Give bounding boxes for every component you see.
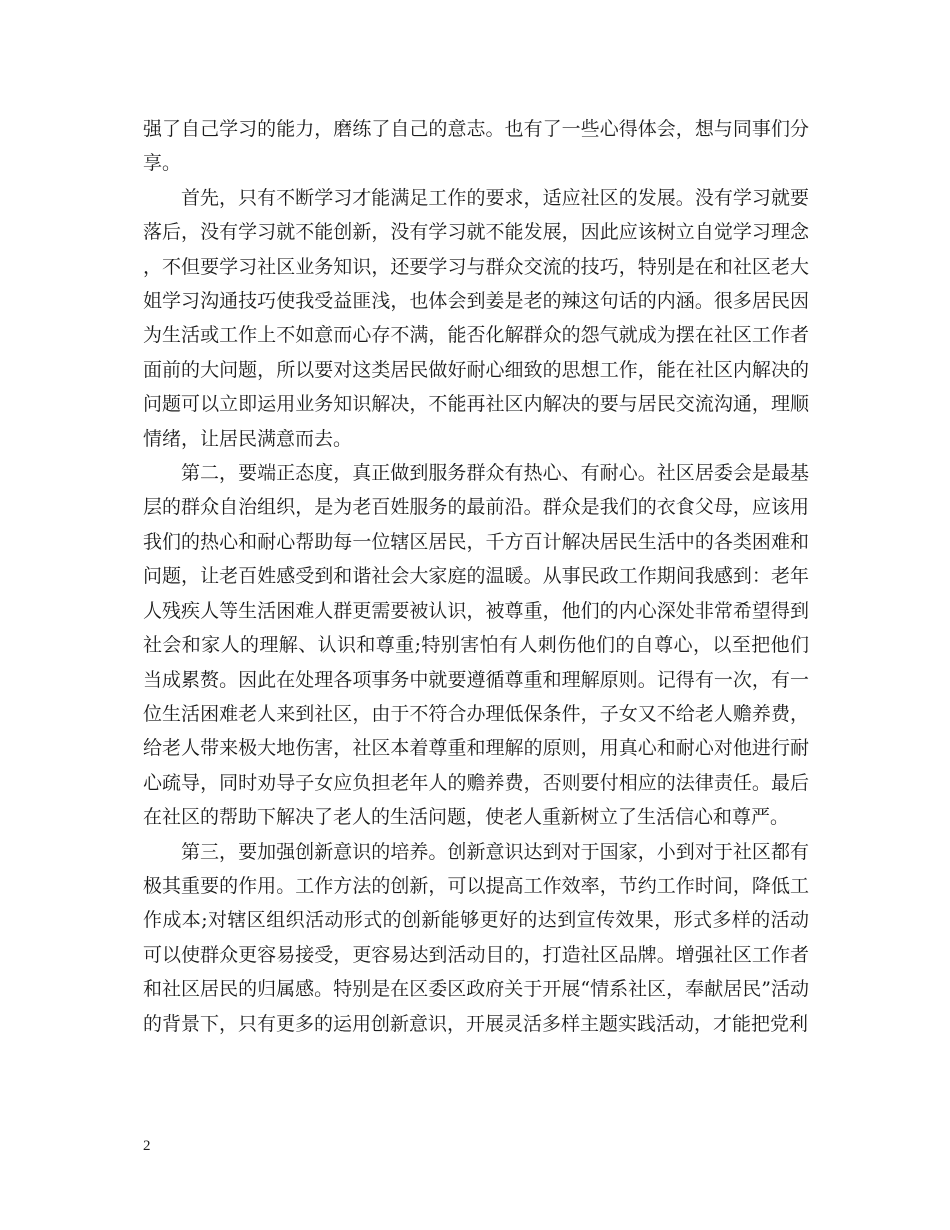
paragraph-continuation: 强了自己学习的能力，磨练了自己的意志。也有了一些心得体会，想与同事们分享。 bbox=[143, 118, 809, 175]
paragraph-third-point: 第三，要加强创新意识的培养。创新意识达到对于国家，小到对于社区都有极其重要的作用。工作方法的创新，可以提高工作效率，节约工作时间，降低工作成本;对辖区组织活动形式的创新能够更好的达到宣传效果，形式多样的活动可以使群众更容易接受，更容易达到活动目的，打造社区品牌。增强社区工作者和社区居民的归属感。特别是在区委区政府关于开展“情系社区，奉献居民”活动的背景下，只有更多的运用创新意识，开展灵活多样主题实践活动，才能把党利 bbox=[143, 840, 809, 1035]
paragraph-second-point: 第二，要端正态度，真正做到服务群众有热心、有耐心。社区居委会是最基层的群众自治组织，是为老百姓服务的最前沿。群众是我们的衣食父母，应该用我们的热心和耐心帮助每一位辖区居民，千方百计解决居民生活中的各类困难和问题，让老百姓感受到和谐社会大家庭的温暖。从事民政工作期间我感到：老年人残疾人等生活困难人群更需要被认识，被尊重，他们的内心深处非常希望得到社会和家人的理解、认识和尊重;特别害怕有人刺伤他们的自尊心，以至把他们当成累赘。因此在处理各项事务中就要遵循尊重和理解原则。记得有一次，有一位生活困难老人来到社区，由于不符合办理低保条件，子女又不给老人赡养费，给老人带来极大地伤害，社区本着尊重和理解的原则，用真心和耐心对他进行耐心疏导，同时劝导子女应负担老年人的赡养费，否则要付相应的法律责任。最后在社区的帮助下解决了老人的生活问题，使老人重新树立了生活信心和尊严。 bbox=[143, 462, 809, 829]
body-text bbox=[143, 112, 809, 1041]
paragraph-first-point: 首先，只有不断学习才能满足工作的要求，适应社区的发展。没有学习就要落后，没有学习就不能创新，没有学习就不能发展，因此应该树立自觉学习理念，不但要学习社区业务知识，还要学习与群众交流的技巧，特别是在和社区老大姐学习沟通技巧使我受益匪浅，也体会到姜是老的辣这句话的内涵。很多居民因为生活或工作上不如意而心存不满，能否化解群众的怨气就成为摆在社区工作者面前的大问题，所以要对这类居民做好耐心细致的思想工作，能在社区内解决的问题可以立即运用业务知识解决，不能再社区内解决的要与居民交流沟通，理顺情绪，让居民满意而去。 bbox=[143, 186, 809, 450]
page-number: 2 bbox=[143, 1138, 151, 1154]
